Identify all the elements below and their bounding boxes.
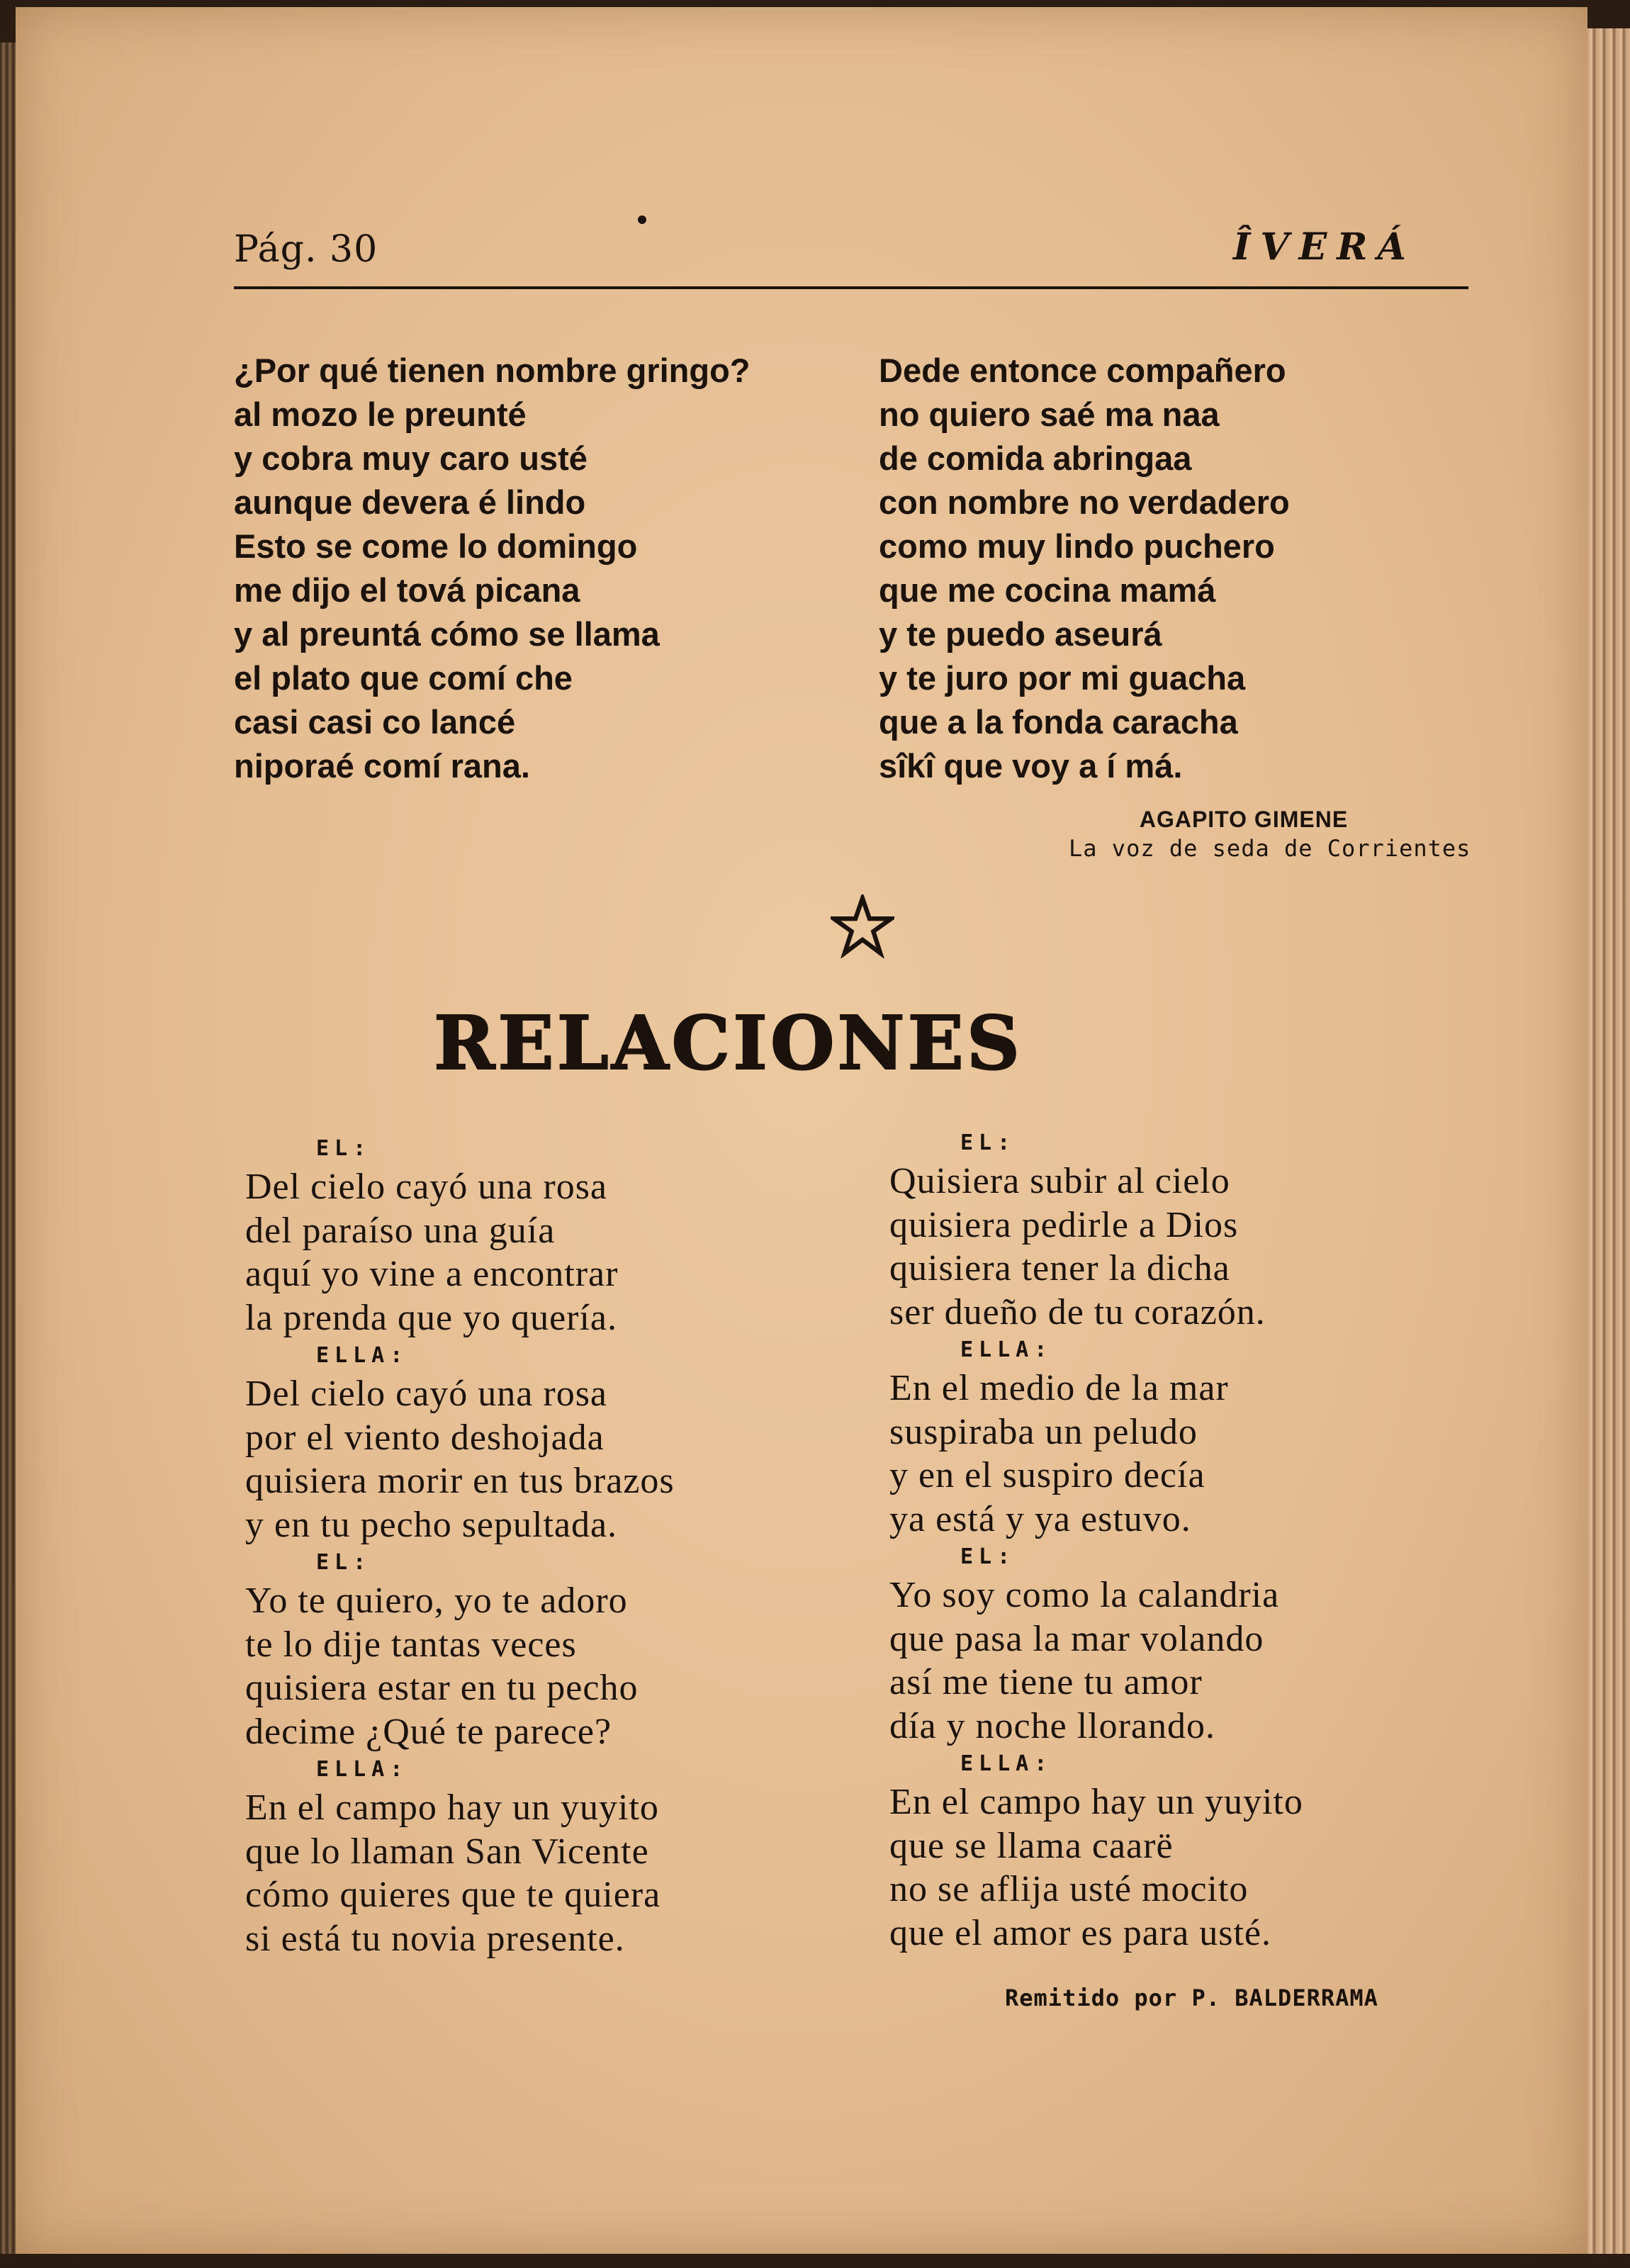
poem-line: sîkî que voy a í má.	[879, 747, 1183, 785]
verse-line: Del cielo cayó una rosa	[245, 1374, 608, 1414]
star-icon	[831, 894, 894, 958]
magazine-title: ÎVERÁ	[1233, 225, 1416, 269]
poem-line: niporaé comí rana.	[234, 747, 530, 785]
verse-line: Del cielo cayó una rosa	[245, 1167, 608, 1207]
speaker-label: EL:	[960, 1544, 1016, 1569]
poem-right-column	[879, 349, 1290, 788]
verse-line: no se aflija usté mocito	[889, 1869, 1249, 1909]
verse-line: En el medio de la mar	[889, 1368, 1229, 1408]
verse-line: si está tu novia presente.	[245, 1918, 625, 1959]
poem-line: el plato que comí che	[234, 659, 573, 697]
contributor-credit: Remitido por P. BALDERRAMA	[1005, 1984, 1378, 2011]
verse-line: Yo te quiero, yo te adoro	[245, 1581, 628, 1621]
speaker-label: ELLA:	[960, 1337, 1053, 1362]
verse-line: y en tu pecho sepultada.	[245, 1504, 618, 1545]
verse-line: así me tiene tu amor	[889, 1662, 1203, 1702]
header-rule	[234, 286, 1468, 289]
poem-line: y al preuntá cómo se llama	[234, 615, 660, 653]
verse-line: quisiera tener la dicha	[889, 1248, 1230, 1289]
poem-line: no quiero saé ma naa	[879, 395, 1220, 433]
poem-line: aunque devera é lindo	[234, 483, 586, 521]
relaciones-right-column	[889, 1127, 1303, 1955]
speaker-label: EL:	[960, 1130, 1016, 1155]
verse-line: ser dueño de tu corazón.	[889, 1291, 1266, 1332]
speaker-label: ELLA:	[960, 1751, 1053, 1776]
verse-line: que se llama caarë	[889, 1825, 1174, 1866]
verse-line: día y noche llorando.	[889, 1705, 1215, 1746]
verse-line: la prenda que yo quería.	[245, 1297, 618, 1338]
poem-line: Esto se come lo domingo	[234, 527, 638, 565]
relaciones-left-column	[245, 1133, 675, 1960]
speaker-label: ELLA:	[316, 1757, 409, 1782]
section-title: RELACIONES	[434, 999, 1023, 1087]
speaker-label: EL:	[316, 1136, 372, 1161]
poem-line: ¿Por qué tienen nombre gringo?	[234, 352, 751, 389]
poem-line: como muy lindo puchero	[879, 527, 1275, 565]
poem-author-subtitle: La voz de seda de Corrientes	[1069, 835, 1471, 862]
verse-line: En el campo hay un yuyito	[889, 1782, 1303, 1822]
verse-line: que el amor es para usté.	[889, 1912, 1272, 1953]
poem-line: de comida abringaa	[879, 439, 1192, 477]
verse-line: decime ¿Qué te parece?	[245, 1711, 612, 1752]
poem-line: que a la fonda caracha	[879, 703, 1238, 741]
verse-line: quisiera estar en tu pecho	[245, 1668, 639, 1708]
verse-line: ya está y ya estuvo.	[889, 1498, 1191, 1539]
verse-line: y en el suspiro decía	[889, 1455, 1205, 1495]
verse-line: En el campo hay un yuyito	[245, 1787, 659, 1828]
page-number: Pág. 30	[234, 228, 378, 271]
verse-line: quisiera pedirle a Dios	[889, 1204, 1239, 1245]
poem-line: y te juro por mi guacha	[879, 659, 1246, 697]
verse-line: suspiraba un peludo	[889, 1411, 1198, 1452]
page-stack-edge	[1587, 28, 1630, 2254]
poem-left-column	[234, 349, 751, 788]
verse-line: te lo dije tantas veces	[245, 1624, 577, 1665]
print-speck	[638, 215, 646, 224]
speaker-label: ELLA:	[316, 1343, 409, 1368]
verse-line: aquí yo vine a encontrar	[245, 1254, 619, 1294]
poem-line: y te puedo aseurá	[879, 615, 1162, 653]
verse-line: del paraíso una guía	[245, 1210, 556, 1251]
poem-line: que me cocina mamá	[879, 571, 1216, 609]
poem-line: me dijo el tová picana	[234, 571, 580, 609]
poem-line: casi casi co lancé	[234, 703, 516, 741]
verse-line: cómo quieres que te quiera	[245, 1875, 661, 1915]
poem-author: AGAPITO GIMENE	[1139, 807, 1349, 832]
verse-line: por el viento deshojada	[245, 1417, 605, 1458]
verse-line: quisiera morir en tus brazos	[245, 1461, 675, 1501]
verse-line: que pasa la mar volando	[889, 1618, 1264, 1659]
speaker-label: EL:	[316, 1550, 372, 1575]
poem-line: Dede entonce compañero	[879, 352, 1286, 389]
verse-line: Quisiera subir al cielo	[889, 1161, 1230, 1201]
poem-line: con nombre no verdadero	[879, 483, 1290, 521]
verse-line: Yo soy como la calandria	[889, 1575, 1280, 1615]
poem-line: al mozo le preunté	[234, 395, 527, 433]
verse-line: que lo llaman San Vicente	[245, 1831, 649, 1872]
poem-line: y cobra muy caro usté	[234, 439, 588, 477]
